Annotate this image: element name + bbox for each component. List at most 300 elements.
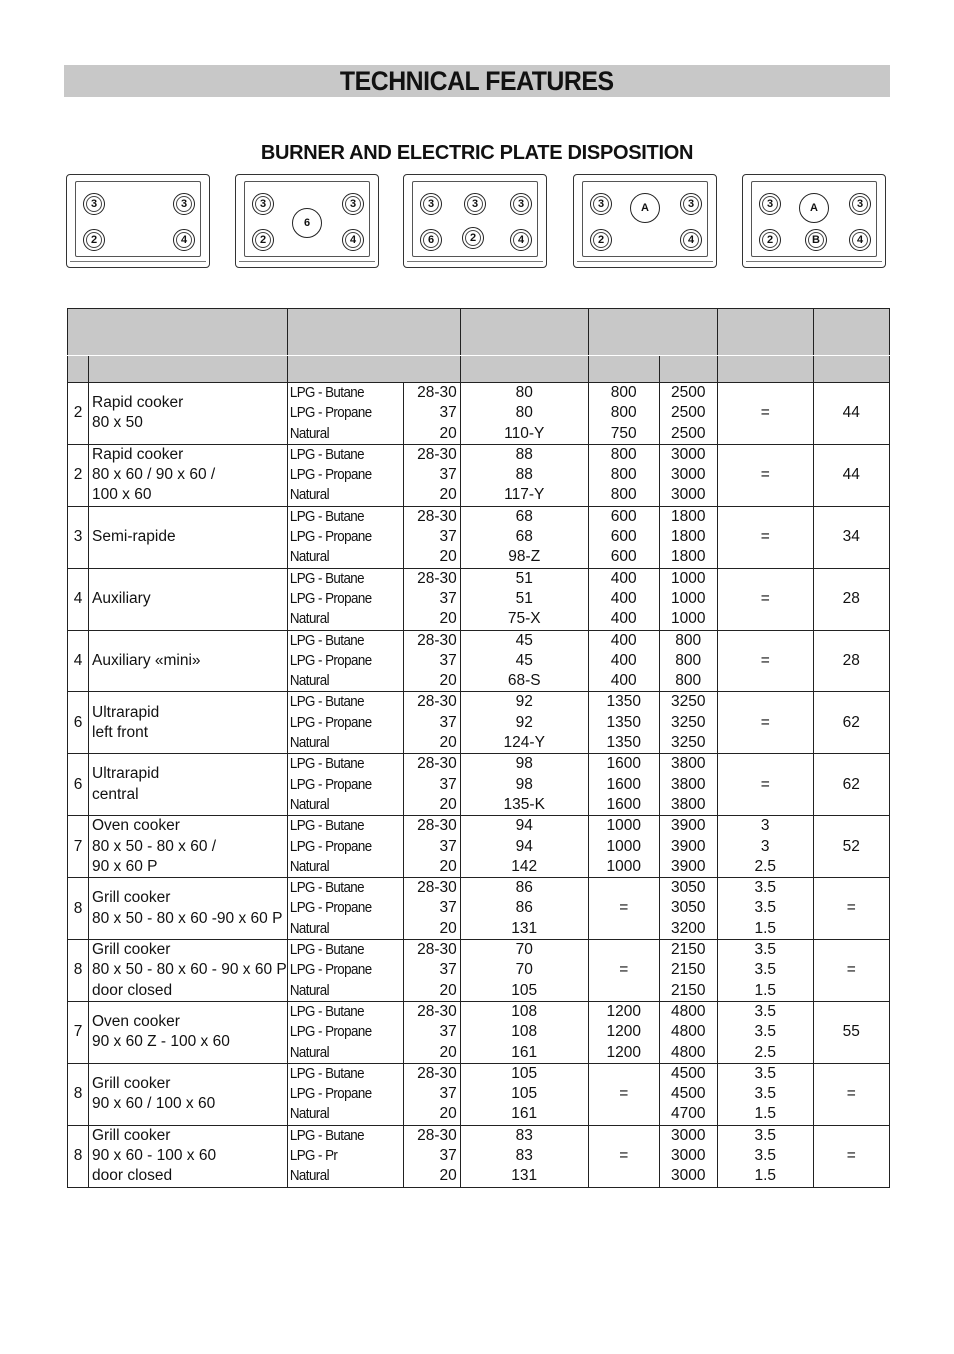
injector-cell (460, 444, 588, 506)
cell-line: 4500 (670, 1064, 706, 1082)
cell-line: 110-Y (504, 424, 545, 442)
electric-value-cell (717, 506, 813, 568)
pressure-cell (403, 878, 460, 940)
burner-icon (590, 193, 612, 215)
min-power-cell (588, 878, 659, 940)
cell-line: 37 (439, 1085, 457, 1103)
min-power-cell (588, 630, 659, 692)
burner-icon (590, 229, 612, 251)
cell-line: 20 (439, 672, 457, 690)
cell-line: 800 (610, 384, 637, 401)
electric-value-cell (717, 444, 813, 506)
burner-number-cell: 8 (68, 940, 89, 1002)
burner-description-cell (89, 506, 288, 568)
cell-line: 124-Y (503, 734, 545, 752)
cell-line: 83 (515, 1146, 533, 1164)
cell-line: 3.5 (754, 879, 777, 897)
cell-line: 37 (439, 1146, 457, 1164)
burner-label: 3 (349, 197, 357, 210)
electric-value-cell (717, 1001, 813, 1063)
pressure-cell (403, 816, 460, 878)
cell-line: 90 x 60 Z - 100 x 60 (92, 1033, 230, 1051)
cell-line: LPG - Butane (289, 880, 364, 897)
cell-line: 20 (439, 486, 457, 504)
cell-line: 28-30 (417, 755, 457, 773)
injector-cell (460, 940, 588, 1002)
cell-line: 44 (842, 404, 860, 422)
pressure-cell (403, 568, 460, 630)
cell-line: 1.5 (754, 1105, 777, 1123)
burner-description-cell (89, 1001, 288, 1063)
cell-line: 80 x 50 - 80 x 60 -90 x 60 P (92, 909, 283, 927)
burner-number-cell: 2 (68, 444, 89, 506)
cell-line: LPG - Butane (289, 508, 364, 525)
cell-line: 20 (439, 981, 457, 999)
burner-icon (510, 193, 532, 215)
cell-line: Ultrarapid (92, 765, 160, 783)
cell-line: 3050 (670, 879, 706, 897)
burner-label: 3 (180, 197, 188, 210)
burner-icon (510, 229, 532, 251)
cell-line: = (760, 775, 770, 793)
burner-number-cell: 8 (68, 878, 89, 940)
cell-line: 80 x 50 (92, 414, 143, 432)
cell-line: LPG - Butane (289, 1065, 364, 1082)
burner-icon (420, 193, 442, 215)
cell-line: 34 (842, 528, 860, 546)
cell-line: LPG - Propane (289, 1024, 372, 1041)
cell-line: 117-Y (504, 486, 545, 504)
injector-cell (460, 506, 588, 568)
cell-line: 400 (610, 672, 637, 690)
cell-line: 37 (439, 899, 457, 917)
section-subtitle: BURNER AND ELECTRIC PLATE DISPOSITION (260, 142, 694, 164)
cell-line: 2500 (670, 424, 706, 442)
cell-line: 3.5 (754, 899, 777, 917)
max-power-cell (659, 383, 717, 445)
max-power-cell (659, 816, 717, 878)
cell-line: Semi-rapide (92, 528, 176, 546)
cell-line: 51 (515, 589, 533, 607)
burner-icon (252, 193, 274, 215)
cell-line: Rapid cooker (92, 394, 184, 412)
cell-line: LPG - Propane (289, 405, 372, 422)
cell-line: LPG - Butane (289, 570, 364, 587)
cell-line: 100 x 60 (92, 486, 152, 504)
cell-line: LPG - Propane (289, 467, 372, 484)
cell-line: 1800 (670, 507, 706, 525)
cell-line: 600 (610, 548, 637, 566)
burner-description-cell (89, 940, 288, 1002)
max-power-cell (659, 1125, 717, 1187)
cell-line: 3250 (670, 734, 706, 752)
header-cell (588, 309, 717, 356)
cell-line: 3000 (670, 1167, 706, 1185)
cell-line: Natural (289, 735, 329, 752)
cell-line: = (760, 528, 770, 546)
cell-line: 98-Z (508, 548, 541, 566)
header-cell (460, 309, 588, 356)
cell-line: 37 (439, 961, 457, 979)
gas-type-cell (287, 754, 403, 816)
cell-line: 3050 (670, 899, 706, 917)
cell-line: 4700 (670, 1105, 706, 1123)
cell-line: Natural (289, 487, 329, 504)
cell-line: 70 (515, 961, 533, 979)
cell-line: 1800 (670, 548, 706, 566)
cell-line: 68 (515, 507, 533, 525)
cell-line: 28-30 (417, 445, 457, 463)
header-cell (89, 356, 288, 383)
min-power-cell (588, 568, 659, 630)
cell-line: 80 x 50 - 80 x 60 / (92, 837, 217, 855)
electric-value-cell (717, 692, 813, 754)
cell-line: 28-30 (417, 1126, 457, 1144)
cell-line: = (846, 1146, 856, 1164)
cell-line: 2150 (670, 961, 706, 979)
cell-line: 37 (439, 404, 457, 422)
cell-line: LPG - Butane (289, 1003, 364, 1020)
cell-line: = (760, 466, 770, 484)
cell-line: 1800 (670, 528, 706, 546)
cell-line: LPG - Butane (289, 632, 364, 649)
burner-label: 2 (597, 233, 605, 246)
cell-line: 3.5 (754, 1126, 777, 1144)
table-row (68, 816, 890, 878)
cell-line: 45 (515, 631, 533, 649)
header-cell (460, 356, 588, 383)
cell-line: 68-S (507, 672, 541, 690)
cell-line: door closed (92, 1167, 173, 1185)
cell-line: 2.5 (754, 857, 777, 875)
burner-number-cell: 8 (68, 1125, 89, 1187)
pressure-cell (403, 506, 460, 568)
cell-line: 400 (610, 610, 637, 628)
cell-line: = (760, 713, 770, 731)
burner-description-cell (89, 692, 288, 754)
max-power-cell (659, 1063, 717, 1125)
cell-line: 37 (439, 775, 457, 793)
last-value-cell (813, 816, 889, 878)
max-power-cell (659, 692, 717, 754)
burner-description-cell (89, 383, 288, 445)
burner-number-cell: 4 (68, 630, 89, 692)
cell-line: 20 (439, 734, 457, 752)
hob-layout (742, 174, 886, 268)
cell-line: 28 (842, 589, 860, 607)
cell-line: 3900 (670, 817, 706, 835)
cell-line: 1000 (606, 857, 641, 875)
burner-label: 3 (471, 197, 479, 210)
cell-line: 3250 (670, 693, 706, 711)
cell-line: 28-30 (417, 879, 457, 897)
cell-line: = (846, 961, 856, 979)
cell-line: 28 (842, 651, 860, 669)
cell-line: 3800 (670, 775, 706, 793)
cell-line: 62 (842, 713, 860, 731)
cell-line: Natural (289, 796, 329, 813)
page-title: TECHNICAL FEATURES (340, 66, 614, 96)
burner-number-cell: 7 (68, 816, 89, 878)
electric-value-cell (717, 568, 813, 630)
cell-line: 37 (439, 651, 457, 669)
burner-icon (464, 193, 486, 215)
burner-icon (849, 229, 871, 251)
last-value-cell (813, 940, 889, 1002)
hob-layout (403, 174, 547, 268)
burner-label: 3 (517, 197, 525, 210)
gas-type-cell (287, 940, 403, 1002)
cell-line: 4800 (670, 1002, 706, 1020)
table-row (68, 1001, 890, 1063)
table-row (68, 878, 890, 940)
cell-line: 20 (439, 548, 457, 566)
min-power-cell (588, 383, 659, 445)
burner-label: 2 (259, 233, 267, 246)
burner-description-cell (89, 444, 288, 506)
injector-cell (460, 754, 588, 816)
cell-line: 800 (610, 486, 637, 504)
min-power-cell (588, 940, 659, 1002)
table-header-row (68, 309, 890, 356)
header-cell (588, 356, 659, 383)
burner-icon (462, 227, 484, 249)
gas-type-cell (287, 816, 403, 878)
hob-layout (235, 174, 379, 268)
injector-cell (460, 878, 588, 940)
last-value-cell (813, 383, 889, 445)
min-power-cell (588, 444, 659, 506)
cell-line: 105 (511, 981, 538, 999)
cell-line: 3800 (670, 755, 706, 773)
cell-line: 1600 (606, 795, 641, 813)
burner-label: 6 (303, 216, 311, 229)
cell-line: 3000 (670, 1126, 706, 1144)
burner-description-cell (89, 1125, 288, 1187)
cell-line: LPG - Propane (289, 652, 372, 669)
cell-line: LPG - Butane (289, 694, 364, 711)
cell-line: 20 (439, 610, 457, 628)
cell-line: 20 (439, 795, 457, 813)
cell-line: 62 (842, 775, 860, 793)
burner-number-cell: 4 (68, 568, 89, 630)
gas-type-cell (287, 878, 403, 940)
cell-line: 20 (439, 1043, 457, 1061)
electric-value-cell (717, 630, 813, 692)
cell-line: 2.5 (754, 1043, 777, 1061)
burner-description-cell (89, 568, 288, 630)
burner-icon (342, 193, 364, 215)
last-value-cell (813, 754, 889, 816)
cell-line: LPG - Propane (289, 590, 372, 607)
burner-icon (342, 229, 364, 251)
cell-line: 98 (515, 775, 533, 793)
burner-label: 2 (469, 231, 477, 244)
burner-label: 4 (180, 233, 188, 246)
header-cell (717, 356, 813, 383)
cell-line: 28-30 (417, 1002, 457, 1020)
cell-line: 131 (511, 919, 538, 937)
pressure-cell (403, 630, 460, 692)
cell-line: 45 (515, 651, 533, 669)
cell-line: 88 (515, 466, 533, 484)
injector-cell (460, 568, 588, 630)
cell-line: 600 (610, 528, 637, 546)
max-power-cell (659, 754, 717, 816)
cell-line: 750 (610, 424, 637, 442)
injector-cell (460, 1001, 588, 1063)
cell-line: 70 (515, 941, 533, 959)
cell-line: 1000 (606, 817, 641, 835)
gas-type-cell (287, 568, 403, 630)
cell-line: central (92, 785, 139, 803)
header-cell (813, 356, 889, 383)
last-value-cell (813, 630, 889, 692)
electric-value-cell (717, 878, 813, 940)
cell-line: 800 (675, 631, 702, 649)
burner-label: 3 (597, 197, 605, 210)
table-row (68, 383, 890, 445)
header-cell (287, 309, 460, 356)
gas-type-cell (287, 630, 403, 692)
burner-label: 2 (766, 233, 774, 246)
cell-line: 2500 (670, 404, 706, 422)
cell-line: 94 (515, 817, 533, 835)
gas-type-cell (287, 1063, 403, 1125)
cell-line: 3.5 (754, 941, 777, 959)
burner-icon (805, 229, 827, 251)
cell-line: Natural (289, 1168, 329, 1185)
cell-line: 20 (439, 424, 457, 442)
cell-line: 90 x 60 / 100 x 60 (92, 1095, 216, 1113)
injector-cell (460, 1125, 588, 1187)
electric-value-cell (717, 816, 813, 878)
cell-line: 3900 (670, 837, 706, 855)
title-bar (64, 65, 890, 97)
header-cell (68, 309, 288, 356)
cell-line: 37 (439, 1023, 457, 1041)
burner-label: 3 (856, 197, 864, 210)
cell-line: 1600 (606, 755, 641, 773)
cell-line: LPG - Butane (289, 1127, 364, 1144)
electric-value-cell (717, 754, 813, 816)
burner-icon (173, 193, 195, 215)
min-power-cell (588, 692, 659, 754)
cell-line: 400 (610, 589, 637, 607)
burner-icon (173, 229, 195, 251)
burner-label: 6 (427, 233, 435, 246)
cell-line: 44 (842, 466, 860, 484)
cell-line: 135-K (503, 795, 545, 813)
cell-line: LPG - Propane (289, 900, 372, 917)
cell-line: 131 (511, 1167, 538, 1185)
burner-label: A (641, 201, 649, 214)
cell-line: 1200 (606, 1002, 641, 1020)
table-subheader-row (68, 356, 890, 383)
burner-label: 4 (517, 233, 525, 246)
cell-line: 3800 (670, 795, 706, 813)
cell-line: Grill cooker (92, 889, 171, 907)
cell-line: 1000 (606, 837, 641, 855)
min-power-cell (588, 816, 659, 878)
cell-line: Natural (289, 1106, 329, 1123)
header-cell (659, 356, 717, 383)
pressure-cell (403, 1125, 460, 1187)
table-row (68, 1125, 890, 1187)
cell-line: 2150 (670, 981, 706, 999)
table-row (68, 444, 890, 506)
cell-line: 52 (842, 837, 860, 855)
burner-icon (630, 193, 660, 223)
cell-line: = (619, 899, 629, 917)
cell-line: LPG - Butane (289, 756, 364, 773)
cell-line: = (760, 651, 770, 669)
burner-label: 4 (687, 233, 695, 246)
header-cell (287, 356, 460, 383)
max-power-cell (659, 940, 717, 1002)
burner-number-cell: 8 (68, 1063, 89, 1125)
cell-line: 1000 (670, 610, 706, 628)
burner-number-cell: 6 (68, 754, 89, 816)
cell-line: Natural (289, 858, 329, 875)
min-power-cell (588, 1063, 659, 1125)
gas-type-cell (287, 1001, 403, 1063)
cell-line: 3000 (670, 466, 706, 484)
burner-label: A (810, 201, 818, 214)
cell-line: 90 x 60 P (92, 857, 158, 875)
cell-line: 3000 (670, 445, 706, 463)
cell-line: Natural (289, 920, 329, 937)
cell-line: 55 (842, 1023, 860, 1041)
pressure-cell (403, 1001, 460, 1063)
burner-label: 4 (349, 233, 357, 246)
cell-line: LPG - Propane (289, 529, 372, 546)
hob-layout (66, 174, 210, 268)
burner-number-cell: 2 (68, 383, 89, 445)
cell-line: = (760, 589, 770, 607)
cell-line: 28-30 (417, 507, 457, 525)
last-value-cell (813, 692, 889, 754)
cell-line: 3.5 (754, 1002, 777, 1020)
cell-line: = (619, 1146, 629, 1164)
cell-line: LPG - Butane (289, 446, 364, 463)
cell-line: 1600 (606, 775, 641, 793)
cell-line: Natural (289, 425, 329, 442)
burner-label: 3 (90, 197, 98, 210)
burner-number-cell: 6 (68, 692, 89, 754)
table-row (68, 1063, 890, 1125)
cell-line: 90 x 60 - 100 x 60 (92, 1146, 217, 1164)
cell-line: 400 (610, 651, 637, 669)
burner-number-cell: 7 (68, 1001, 89, 1063)
pressure-cell (403, 692, 460, 754)
cell-line: 20 (439, 919, 457, 937)
cell-line: = (846, 899, 856, 917)
burner-description-cell (89, 816, 288, 878)
cell-line: 3 (760, 837, 770, 855)
cell-line: 1000 (670, 589, 706, 607)
electric-value-cell (717, 383, 813, 445)
injector-cell (460, 816, 588, 878)
cell-line: 105 (511, 1064, 538, 1082)
cell-line: Natural (289, 673, 329, 690)
cell-line: 105 (511, 1085, 538, 1103)
burner-number-cell: 3 (68, 506, 89, 568)
gas-type-cell (287, 1125, 403, 1187)
cell-line: Oven cooker (92, 817, 180, 835)
cell-line: 37 (439, 713, 457, 731)
cell-line: 600 (610, 507, 637, 525)
